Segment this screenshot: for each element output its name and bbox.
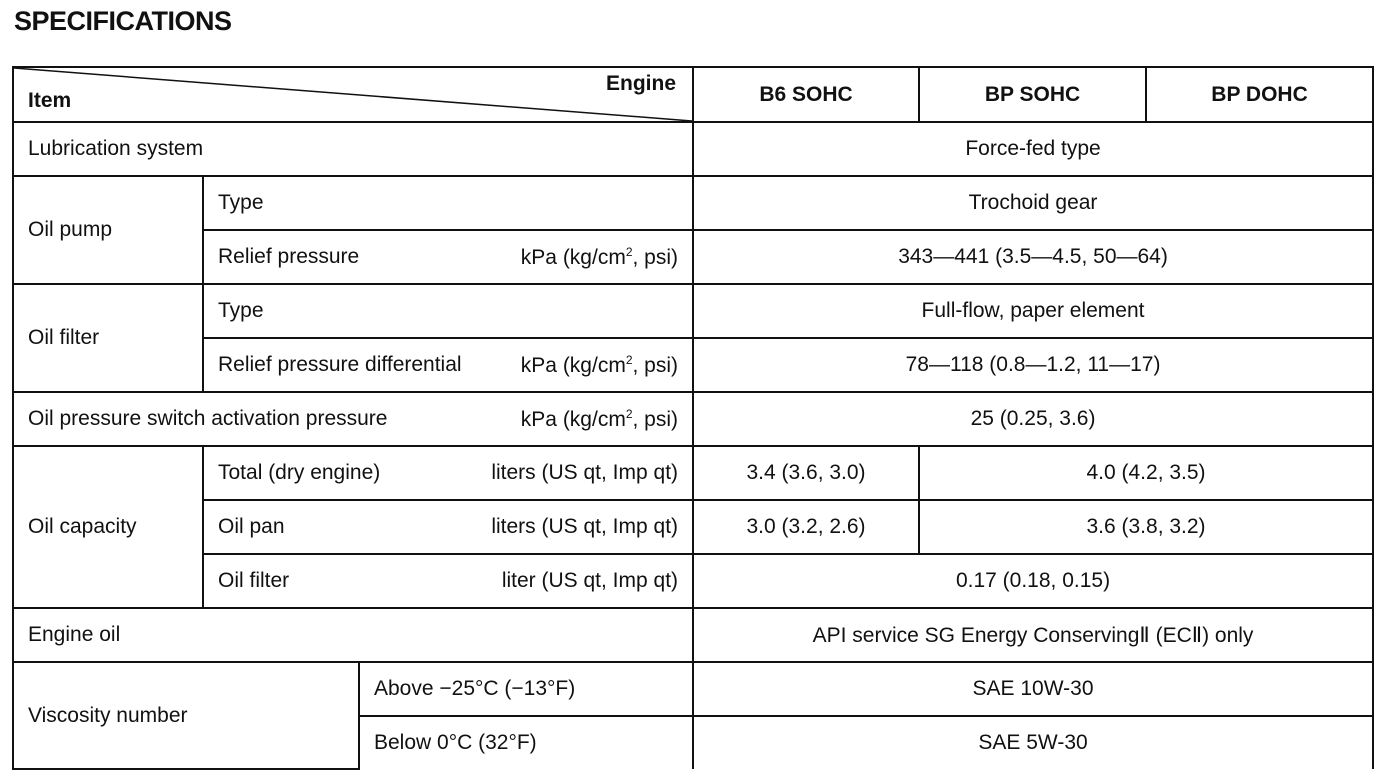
table-row	[13, 392, 1373, 446]
oil-pump-type-label: Type	[203, 176, 693, 230]
oil-pump-relief-value: 343—441 (3.5—4.5, 50—64)	[693, 230, 1373, 284]
oil-filter-relief-cell	[203, 338, 693, 392]
switch-label: Oil pressure switch activation pressure	[28, 407, 388, 430]
switch-value: 25 (0.25, 3.6)	[693, 392, 1373, 446]
table-row	[13, 176, 1373, 230]
capacity-filter-label: Oil filter	[218, 569, 290, 592]
capacity-filter-value: 0.17 (0.18, 0.15)	[693, 554, 1373, 608]
viscosity-above-value: SAE 10W-30	[693, 662, 1373, 716]
oil-filter-type-label: Type	[203, 284, 693, 338]
engine-oil-label: Engine oil	[13, 608, 693, 662]
viscosity-below-value: SAE 5W-30	[693, 716, 1373, 769]
diagonal-divider	[14, 68, 692, 121]
col-header-bp-sohc: BP SOHC	[919, 67, 1146, 122]
capacity-total-bp: 4.0 (4.2, 3.5)	[919, 446, 1373, 500]
table-row	[13, 446, 1373, 500]
table-row	[13, 230, 1373, 284]
switch-cell	[13, 392, 693, 446]
capacity-pan-b6: 3.0 (3.2, 2.6)	[693, 500, 919, 554]
lubrication-value: Force-fed type	[693, 122, 1373, 176]
oil-pump-relief-unit: kPa ($kg/cm^2$, psi)	[520, 244, 679, 269]
capacity-filter-unit: liter (US qt, Imp qt)	[501, 569, 679, 592]
oil-filter-relief-label: Relief pressure differential	[218, 353, 462, 376]
page-title: SPECIFICATIONS	[14, 6, 232, 36]
switch-unit: kPa ($kg/cm^2$, psi)	[520, 406, 679, 431]
engine-header-label: Engine	[606, 72, 677, 95]
table-row	[13, 500, 1373, 554]
header-corner-cell	[13, 67, 693, 122]
item-header-label: Item	[28, 89, 72, 112]
oil-filter-type-value: Full-flow, paper element	[693, 284, 1373, 338]
capacity-total-b6: 3.4 (3.6, 3.0)	[693, 446, 919, 500]
oil-filter-relief-unit: kPa ($kg/cm^2$, psi)	[520, 352, 679, 377]
capacity-pan-bp: 3.6 (3.8, 3.2)	[919, 500, 1373, 554]
capacity-pan-unit: liters (US qt, Imp qt)	[491, 515, 679, 538]
capacity-total-unit: liters (US qt, Imp qt)	[491, 461, 679, 484]
specifications-table	[12, 66, 1374, 770]
oil-pump-label: Oil pump	[13, 176, 203, 284]
oil-filter-label: Oil filter	[13, 284, 203, 392]
capacity-filter-cell	[203, 554, 693, 608]
oil-pump-relief-label: Relief pressure	[218, 245, 360, 268]
viscosity-label: Viscosity number	[13, 662, 359, 769]
table-row	[13, 662, 1373, 716]
oil-capacity-label: Oil capacity	[13, 446, 203, 608]
viscosity-above-label: Above −25°C (−13°F)	[359, 662, 693, 716]
capacity-total-label: Total (dry engine)	[218, 461, 381, 484]
viscosity-below-label: Below 0°C (32°F)	[359, 716, 693, 769]
capacity-pan-cell	[203, 500, 693, 554]
oil-filter-relief-value: 78—118 (0.8—1.2, 11—17)	[693, 338, 1373, 392]
table-row	[13, 122, 1373, 176]
table-row	[13, 554, 1373, 608]
oil-pump-relief-cell	[203, 230, 693, 284]
table-row	[13, 284, 1373, 338]
col-header-bp-dohc: BP DOHC	[1146, 67, 1373, 122]
engine-oil-value: API service SG Energy ConservingⅡ (ECⅡ) only	[693, 608, 1373, 662]
table-row	[13, 608, 1373, 662]
header-row	[13, 67, 1373, 122]
lubrication-label: Lubrication system	[13, 122, 693, 176]
table-row	[13, 338, 1373, 392]
capacity-pan-label: Oil pan	[218, 515, 285, 538]
col-header-b6-sohc: B6 SOHC	[693, 67, 919, 122]
capacity-total-cell	[203, 446, 693, 500]
oil-pump-type-value: Trochoid gear	[693, 176, 1373, 230]
